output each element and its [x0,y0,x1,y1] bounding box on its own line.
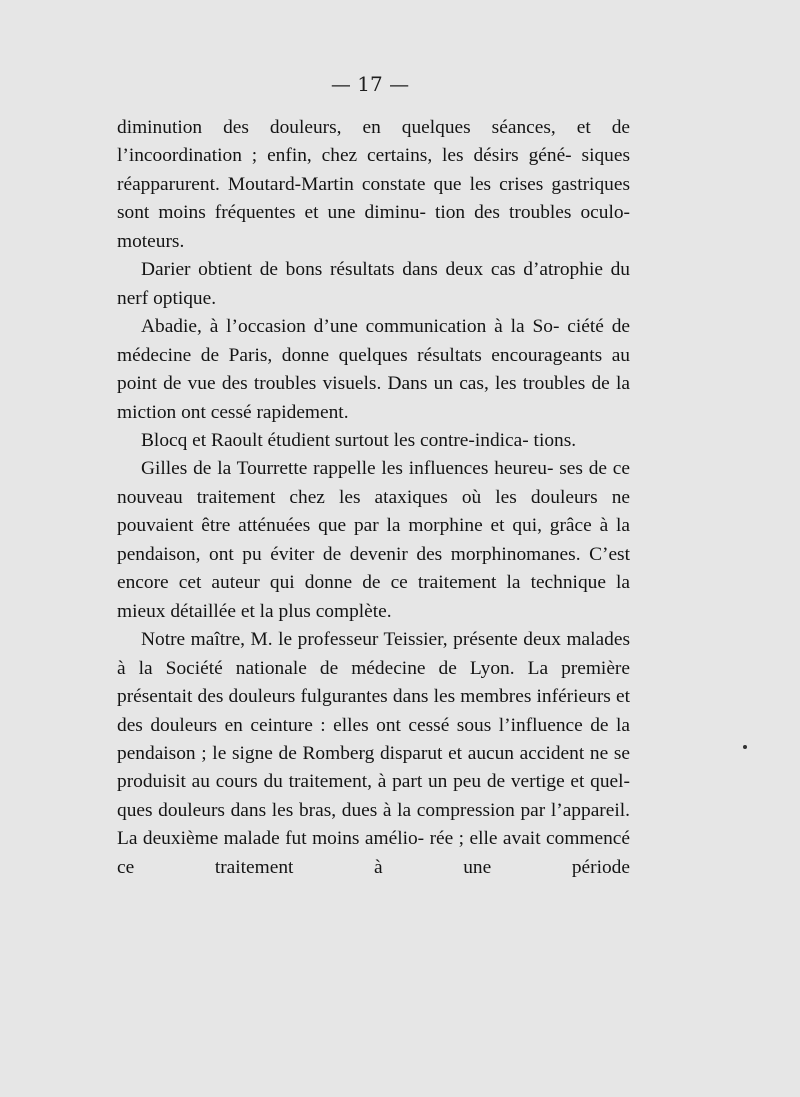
body-text [117,114,630,882]
paragraph-darier: Darier obtient de bons résultats dans deux cas d’atrophie du nerf optique. [117,259,630,309]
paragraph-gilles-de-la-tourrette: Gilles de la Tourrette rappelle les influences heureu- ses de ce nouveau traitement chez les ataxiques où les douleurs ne pouvaient être atténuées que par la morphine et qui, grâce à la pendaison, ont pu éviter de devenir des morphinomanes. C’est encore cet auteur qui donne de ce traitement la technique la mieux détaillée et la plus complète. [117,458,630,622]
paragraph-teissier: Notre maître, M. le professeur Teissier, présente deux malades à la Société nationale de médecine de Lyon. La première présentait des douleurs fulgurantes dans les membres inférieurs et des douleurs en ceinture : elles ont cessé sous l’influence de la pendaison ; le signe de Romberg disparut et aucun accident ne se produisit au cours du traitement, à part un peu de vertige et quel- ques douleurs dans les bras, dues à la compression par l’appareil. La deuxième malade fut moins amélio- rée ; elle avait commencé ce traitement à une période [117,629,630,878]
paragraph-continuation: diminution des douleurs, en quelques séances, et de l’incoordination ; enfin, chez certains, les désirs géné- siques réapparurent. Moutard-Martin constate que les crises gastriques sont moins fréquentes et une diminu- tion des troubles oculo-moteurs. [117,117,630,252]
ink-speck [743,745,747,749]
paragraph-blocq-raoult: Blocq et Raoult étudient surtout les contre-indica- tions. [141,429,577,451]
paragraph-abadie: Abadie, à l’occasion d’une communication à la So- ciété de médecine de Paris, donne quelques résultats encourageants au point de vue des troubles visuels. Dans un cas, les troubles de la miction ont cessé rapidement. [117,316,630,423]
page-number: — 17 — [330,72,410,96]
